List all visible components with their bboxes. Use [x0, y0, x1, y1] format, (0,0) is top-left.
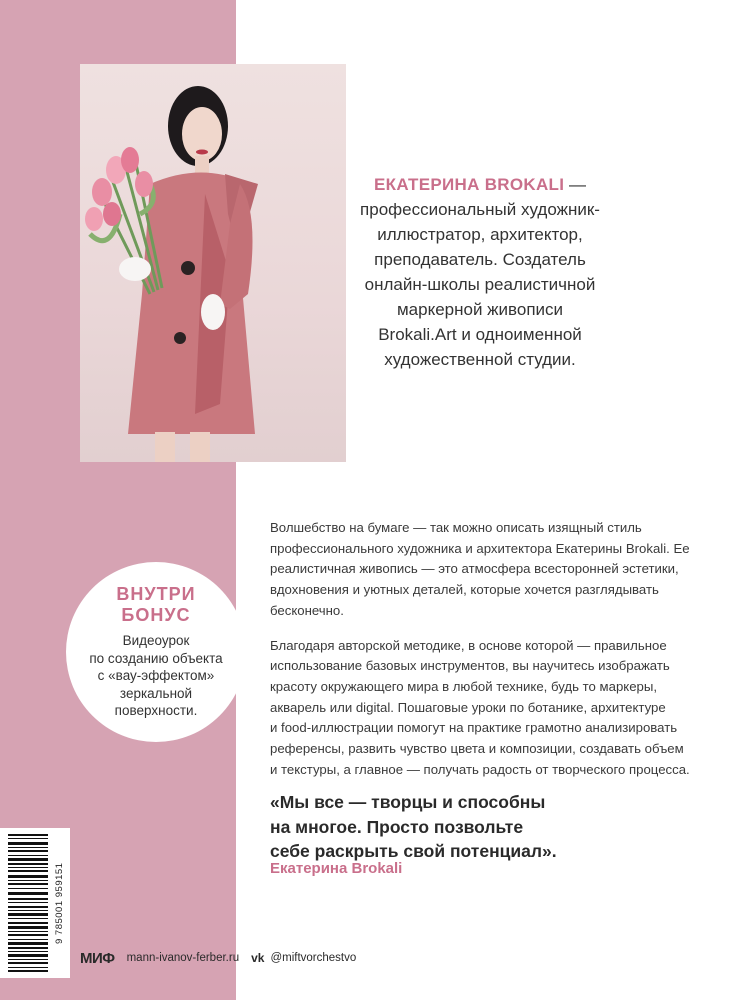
description-line: бесконечно. [270, 602, 344, 618]
bonus-line: с «вау-эффектом» [97, 668, 215, 683]
quote-line: на многое. Просто позвольте [270, 816, 524, 837]
bonus-circle [66, 562, 246, 742]
description-paragraph-2 [270, 636, 720, 781]
bio-line: иллюстратор, архитектор, [377, 225, 583, 244]
social-handle[interactable]: @miftvorchestvo [270, 952, 357, 964]
description-line: Благодаря авторской методике, в основе которой — правильное [270, 637, 667, 653]
publisher-website[interactable]: mann-ivanov-ferber.ru [126, 952, 240, 964]
description-line: профессионального художника и архитектора Екатерины Brokali. Ее [270, 540, 690, 556]
quote-line: себе раскрыть свой потенциал». [270, 841, 557, 861]
bio-line: преподаватель. Создатель [374, 250, 586, 269]
bio-line: маркерной живописи [396, 300, 564, 319]
description-line: и food-иллюстрации помогут на практике грамотно анализировать [270, 720, 678, 736]
author-name: ЕКАТЕРИНА BROKALI [374, 175, 565, 194]
bio-line: Brokali.Art и одноименной [378, 325, 582, 344]
author-photo [80, 64, 346, 462]
quote-line: «Мы все — творцы и способны [270, 792, 546, 812]
footer [80, 948, 356, 968]
quote-author: Екатерина Brokali [270, 860, 403, 877]
publisher-logo: МИФ [80, 949, 115, 967]
bonus-line: Видеоурок [122, 633, 190, 648]
bio-line: онлайн-школы реалистичной [364, 275, 596, 294]
description-line: Волшебство на бумаге — так можно описать изящный стиль [270, 520, 642, 535]
book-description [270, 518, 720, 794]
description-line: акварель или digital. Пошаговые уроки по ботанике, архитектуре [270, 699, 666, 715]
description-line: референсы, развить чувство цвета и композиции, создавать объем [270, 741, 684, 757]
description-paragraph-1 [270, 518, 720, 622]
bonus-line: по созданию объекта [89, 650, 223, 666]
bonus-text [66, 632, 246, 720]
bonus-line: поверхности. [114, 703, 198, 718]
bio-dash: — [564, 175, 586, 194]
author-bio [330, 172, 630, 372]
author-photo-illustration [80, 64, 346, 462]
description-line: красоту окружающего мира в любой технике, будь то маркеры, [270, 678, 658, 694]
description-line: вдохновения и уютных деталей, которые хочется разглядывать [270, 582, 659, 598]
quote [270, 790, 600, 864]
isbn-number: 9 785001 959151 [54, 862, 65, 944]
bonus-title-line: БОНУС [121, 605, 191, 625]
vk-icon: vk [251, 951, 265, 965]
description-line: использование базовых инструментов, вы научитесь изображать [270, 658, 670, 674]
bonus-line: зеркальной [119, 685, 193, 701]
bio-line: художественной студии. [384, 350, 576, 369]
description-line: реалистичная живопись — это атмосфера всесторонней эстетики, [270, 561, 679, 577]
bonus-title [66, 584, 246, 626]
description-line: и текстуры, а главное — получать радость от творческого процесса. [270, 761, 690, 777]
bio-line: профессиональный художник- [360, 200, 600, 219]
barcode-icon [4, 832, 52, 974]
bonus-title-line: ВНУТРИ [116, 584, 196, 604]
